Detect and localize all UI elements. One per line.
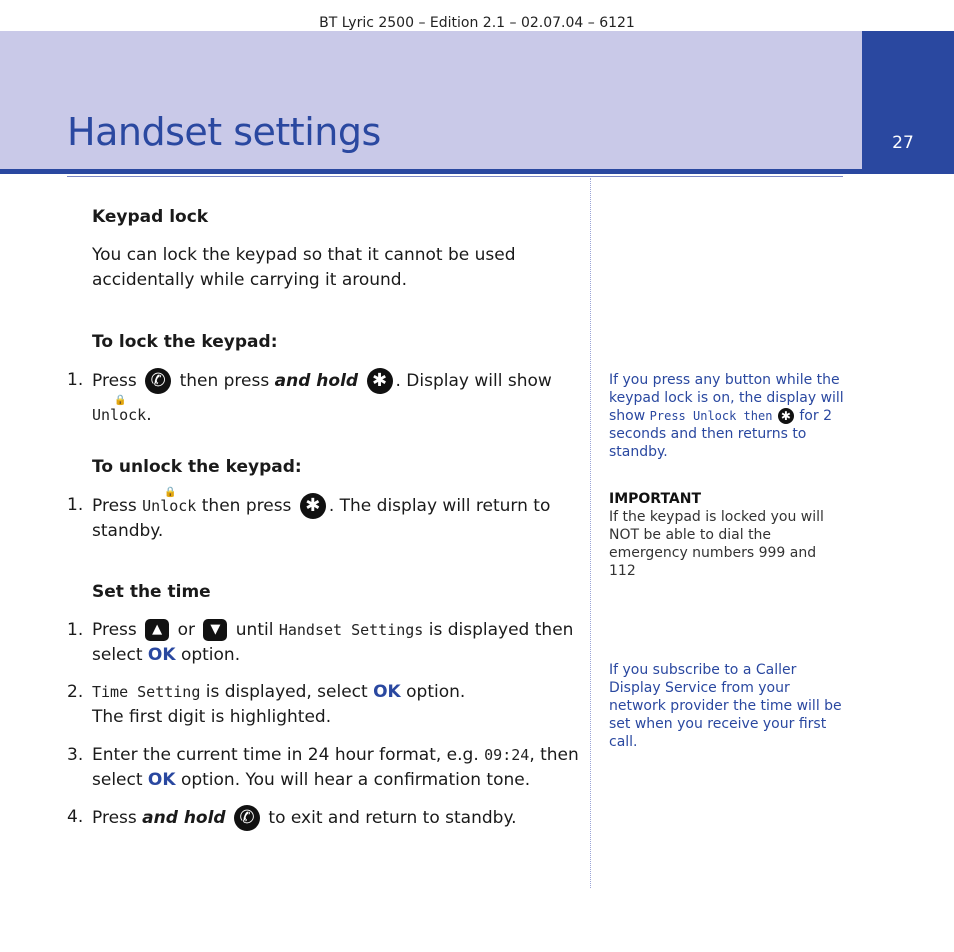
step-text-part: is displayed then select	[92, 620, 574, 665]
lcd-unlock-display	[142, 487, 197, 519]
step-text-part: Press	[92, 808, 137, 828]
step-text	[92, 680, 582, 730]
unlock-heading: To unlock the keypad:	[92, 457, 302, 477]
star-key-icon: ✱	[300, 493, 326, 519]
ok-label: OK	[147, 770, 176, 790]
step-text-part: Press	[92, 496, 137, 516]
step-text-part: until	[235, 620, 274, 640]
ok-label: OK	[147, 645, 176, 665]
column-divider	[590, 178, 591, 888]
step-number: 2.	[67, 682, 84, 702]
step-text-part: is displayed, select	[205, 682, 368, 702]
lcd-text: Unlock	[142, 497, 197, 515]
star-key-icon: ✱	[367, 368, 393, 394]
step-text-part: . The display will return to standby.	[92, 496, 551, 541]
step-number: 1.	[67, 495, 84, 515]
note-text: If you press any button while the keypad lock is on, the display will show	[609, 372, 844, 424]
step-text-part: Enter the current time in 24 hour format, e.g.	[92, 745, 479, 765]
ok-label: OK	[373, 682, 401, 702]
lcd-text: Time Setting	[92, 683, 201, 701]
important-text: If the keypad is locked you will NOT be able to dial the emergency numbers 999 and 112	[609, 509, 824, 579]
step-text	[92, 743, 582, 793]
step-text-part: then press	[201, 496, 292, 516]
step-number: 3.	[67, 745, 84, 765]
step-text-part: or	[177, 620, 195, 640]
step-text	[92, 368, 582, 428]
sidebar-important	[609, 490, 845, 580]
step-text-part: option.	[180, 645, 241, 665]
step-text-part: then press	[179, 371, 270, 391]
key-lock-icon: 🔒	[114, 395, 127, 406]
page-number: 27	[892, 133, 914, 153]
step-text	[92, 618, 582, 668]
lcd-text: Handset Settings	[278, 621, 424, 639]
page-tab	[862, 31, 954, 174]
and-hold-text: and hold	[142, 808, 226, 828]
step-text-part: option. You will hear a confirmation tone.	[180, 770, 531, 790]
note-text: for 2 seconds and then returns to standby.	[609, 408, 832, 460]
step-text-part: , then select	[92, 745, 579, 790]
and-hold-text: and hold	[274, 371, 359, 391]
step-text	[92, 805, 582, 831]
step-text-part: to exit and return to standby.	[268, 808, 517, 828]
set-time-heading: Set the time	[92, 582, 211, 602]
lcd-text: Unlock	[92, 406, 147, 424]
step-number: 1.	[67, 370, 84, 390]
up-arrow-key-icon: ▲	[145, 619, 169, 641]
talk-key-icon: ✆	[234, 805, 260, 831]
keypad-lock-intro: You can lock the keypad so that it cannot be used accidentally while carrying it around.	[92, 245, 516, 290]
step-text-part: option.	[406, 682, 466, 702]
page-title: Handset settings	[67, 110, 381, 154]
step-text-part: Press	[92, 620, 137, 640]
key-lock-icon: 🔒	[164, 487, 177, 498]
step-text-part: The first digit is highlighted.	[92, 707, 332, 727]
lcd-text: 09:24	[484, 746, 530, 764]
step-text	[92, 487, 582, 544]
lcd-unlock-display	[92, 394, 146, 428]
lcd-text: Press Unlock then	[649, 409, 773, 423]
step-number: 4.	[67, 807, 84, 827]
step-text-part: .	[146, 405, 152, 425]
star-key-icon: ✱	[778, 408, 794, 424]
step-text-part: Press	[92, 371, 137, 391]
talk-key-icon: ✆	[145, 368, 171, 394]
down-arrow-key-icon: ▼	[203, 619, 227, 641]
keypad-lock-heading: Keypad lock	[92, 207, 209, 227]
lock-heading: To lock the keypad:	[92, 332, 278, 352]
step-text-part: . Display will show	[395, 371, 552, 391]
running-header: BT Lyric 2500 – Edition 2.1 – 02.07.04 – 6121	[319, 15, 635, 31]
sidebar-note-keypad	[609, 371, 845, 461]
important-label: IMPORTANT	[609, 491, 702, 507]
sidebar-note-caller-display: If you subscribe to a Caller Display Service from your network provider the time will be set when you receive your first call.	[609, 662, 842, 750]
step-number: 1.	[67, 620, 84, 640]
